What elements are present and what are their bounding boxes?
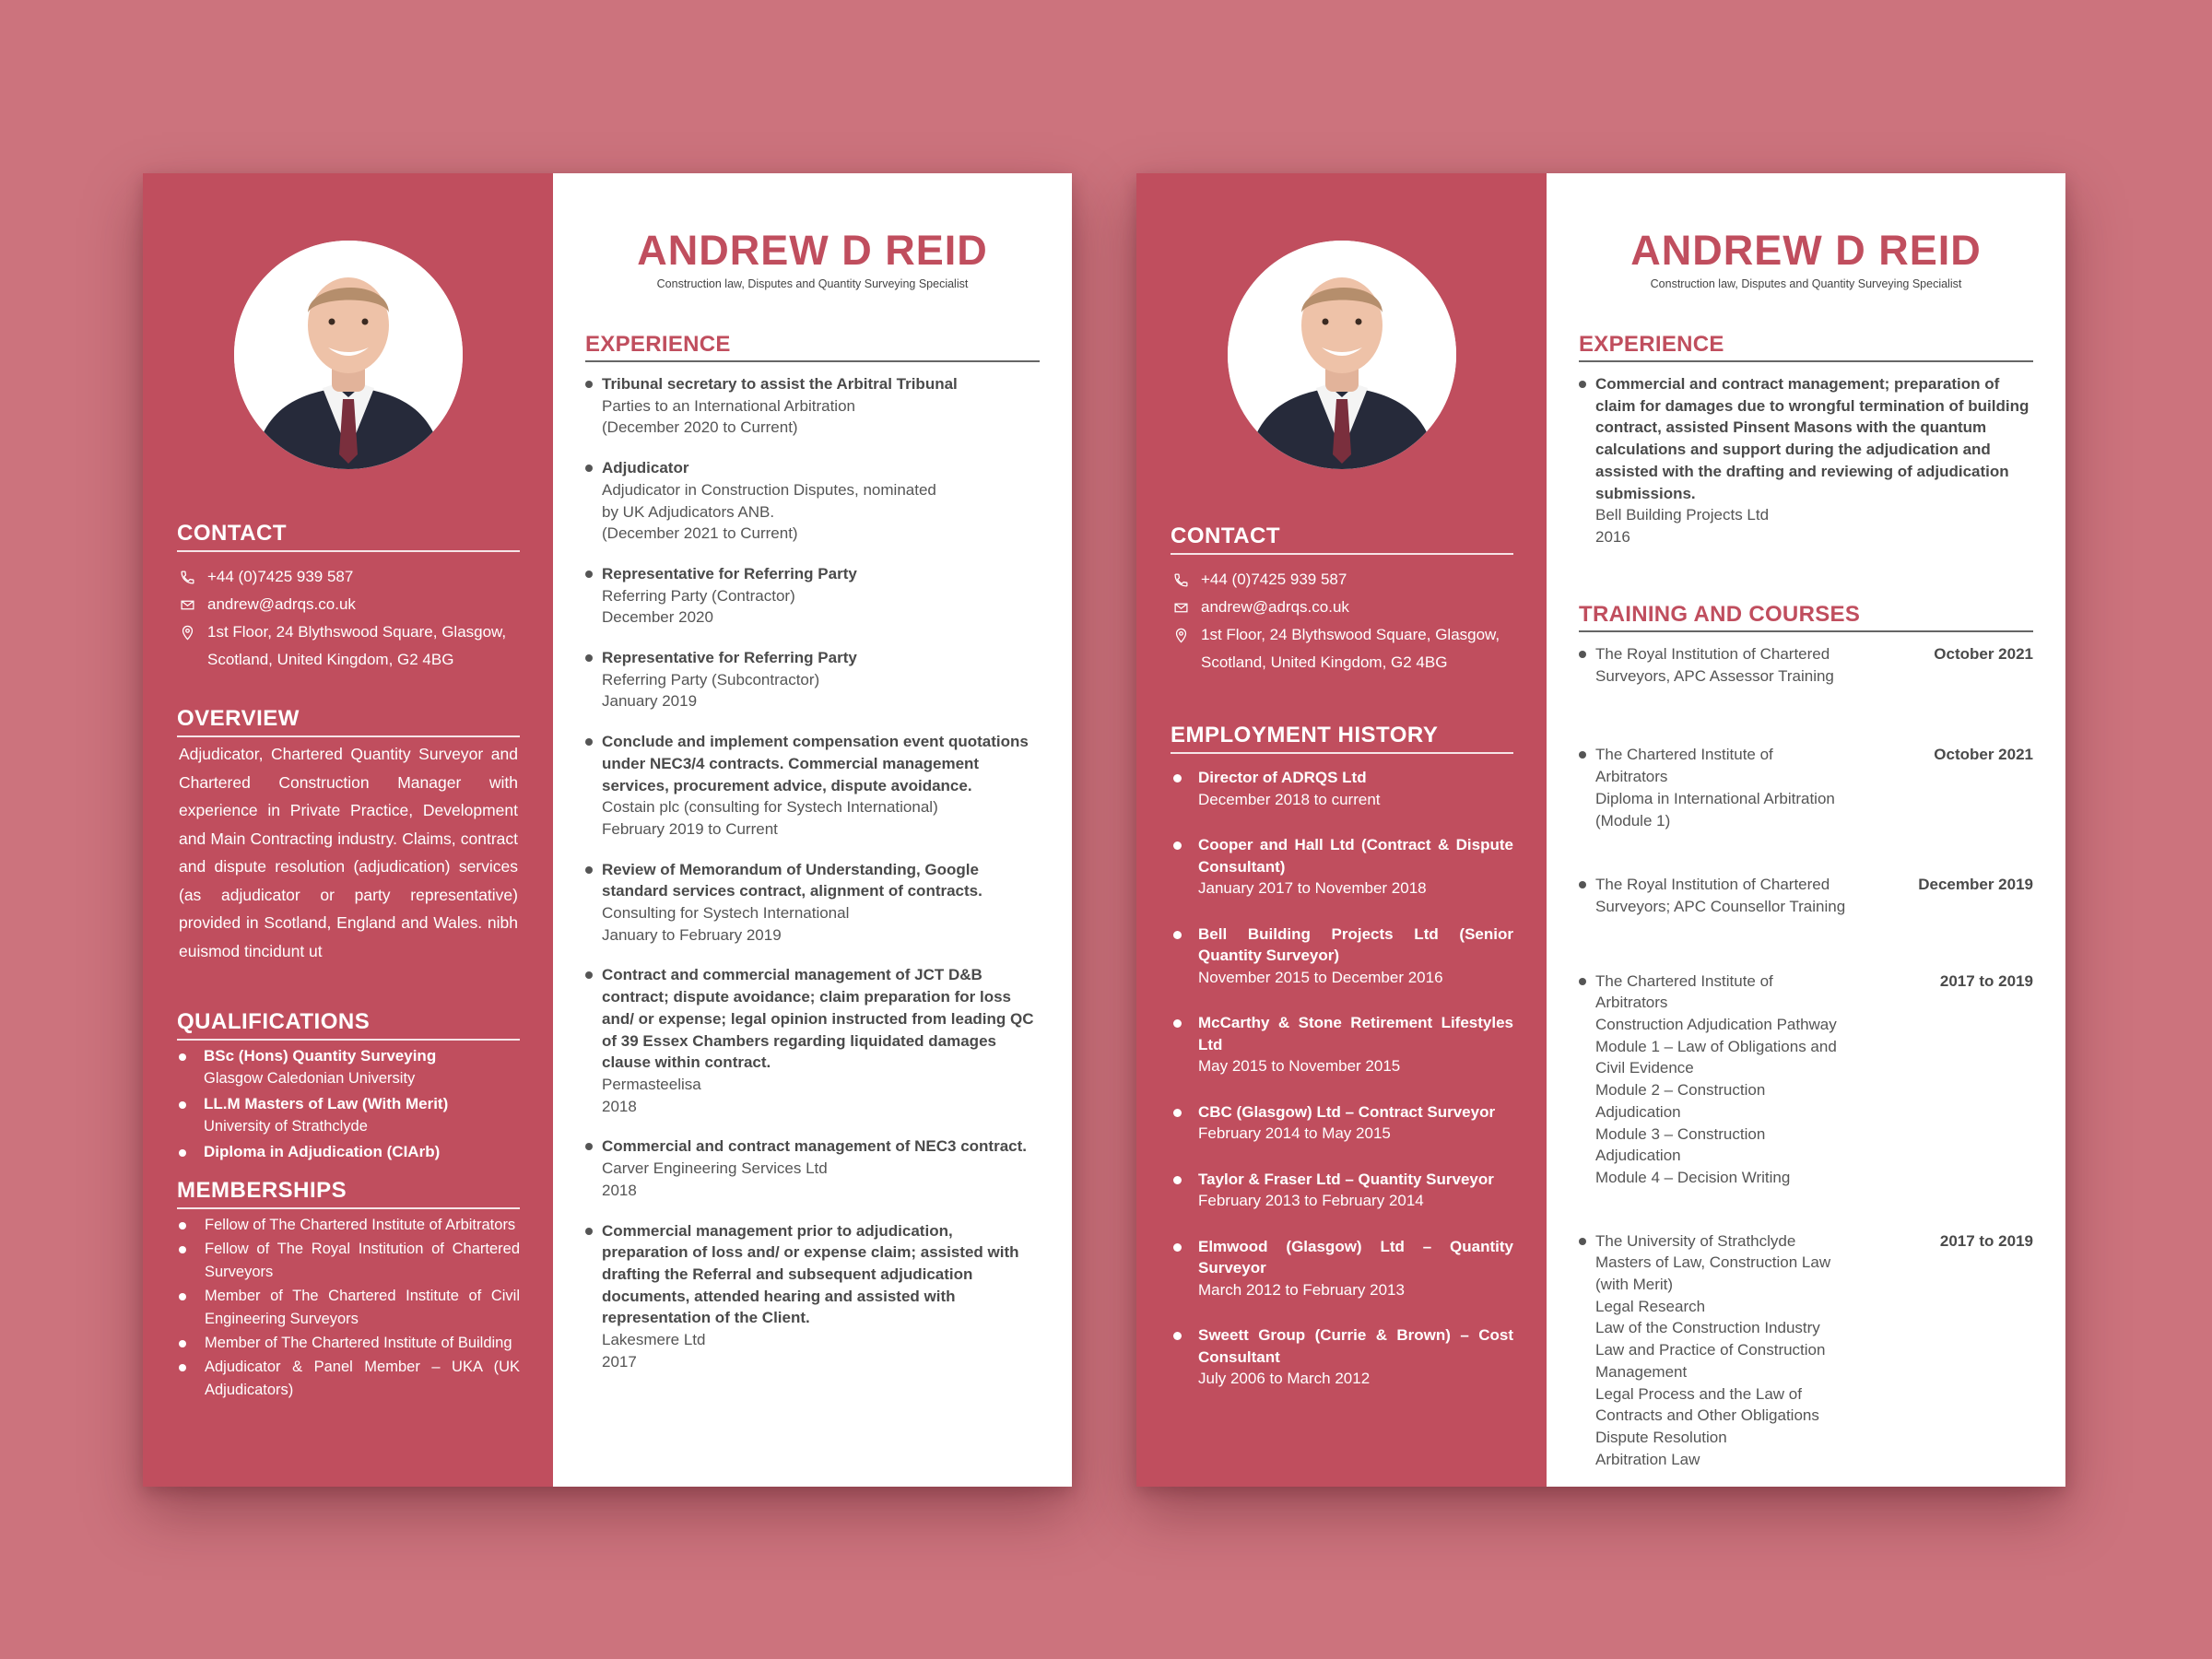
list-item — [1579, 1230, 2033, 1471]
contact-email-row — [1171, 594, 1513, 621]
contact-email[interactable]: andrew@adrqs.co.uk — [1201, 598, 1349, 616]
location-pin-icon — [177, 618, 197, 646]
qualification-school: University of Strathclyde — [204, 1118, 368, 1135]
list-item — [1579, 874, 2033, 917]
employment-title: McCarthy & Stone Retirement Lifestyles Ltd — [1198, 1014, 1513, 1053]
training-line: The Royal Institution of Chartered — [1595, 876, 1830, 894]
training-line: Contracts and Other Obligations — [1595, 1406, 1819, 1425]
main-column — [1547, 173, 2065, 1487]
training-line: The Royal Institution of Chartered — [1595, 645, 1830, 663]
list-item — [1171, 1324, 1513, 1390]
resume-name: ANDREW D REID — [1630, 227, 1982, 274]
list-item: Member of The Chartered Institute of Civil Engineering Surveyors — [177, 1285, 520, 1331]
list-item — [585, 859, 1040, 947]
list-item — [1579, 744, 2033, 831]
training-line: Arbitration Law — [1595, 1450, 1700, 1468]
experience-detail: January 2019 — [602, 692, 698, 711]
list-item: Adjudicator & Panel Member – UKA (UK Adjudicators) — [177, 1356, 520, 1402]
employment-section — [1171, 723, 1513, 1414]
list-item — [585, 731, 1040, 841]
training-line: Civil Evidence — [1595, 1059, 1694, 1077]
qualifications-list — [177, 1045, 520, 1163]
experience-detail: 2016 — [1595, 527, 1630, 546]
experience-detail: 2018 — [602, 1097, 637, 1115]
training-line: The Chartered Institute of — [1595, 971, 1773, 990]
mail-icon — [1171, 594, 1191, 621]
overview-text: Adjudicator, Chartered Quantity Surveyor and Chartered Construction Manager with experience in Private Practice, Development and Main Contracting industry. Claims, contract and dispute resolution (adjudication) services (as adjudicator or party representative) provided in Scotland, England and Wales. nibh euismod tincidunt ut — [179, 745, 518, 960]
experience-title: Review of Memorandum of Understanding, Google standard services contract, alignment of contracts. — [602, 860, 982, 900]
contact-address: 1st Floor, 24 Blythswood Square, Glasgow, Scotland, United Kingdom, G2 4BG — [1201, 626, 1500, 671]
contact-heading: CONTACT — [1171, 524, 1513, 555]
resume-subtitle: Construction law, Disputes and Quantity Surveying Specialist — [1650, 277, 1962, 290]
experience-detail: Lakesmere Ltd — [602, 1331, 706, 1349]
qualification-degree: Diploma in Adjudication (CIArb) — [204, 1143, 441, 1160]
mail-icon — [177, 591, 197, 618]
training-line: Arbitrators — [1595, 994, 1668, 1012]
employment-period: July 2006 to March 2012 — [1198, 1370, 1371, 1387]
training-line: Law of the Construction Industry — [1595, 1319, 1820, 1337]
training-line: Adjudication — [1595, 1102, 1681, 1121]
experience-title: Tribunal secretary to assist the Arbitral Tribunal — [602, 375, 958, 393]
list-item — [1579, 971, 2033, 1189]
training-line: Legal Process and the Law of — [1595, 1384, 1802, 1403]
training-line: Surveyors; APC Counsellor Training — [1595, 897, 1846, 915]
employment-period: December 2018 to current — [1198, 790, 1381, 808]
contact-address-row — [177, 618, 520, 674]
contact-address: 1st Floor, 24 Blythswood Square, Glasgow, Scotland, United Kingdom, G2 4BG — [207, 623, 507, 668]
sidebar — [143, 173, 553, 1487]
list-item — [1171, 1012, 1513, 1077]
resume-page-1 — [143, 173, 1072, 1487]
training-line: Module 2 – Construction — [1595, 1081, 1766, 1100]
experience-list — [585, 373, 1040, 1372]
experience-detail: Adjudicator in Construction Disputes, nominated — [602, 480, 936, 499]
resume-name: ANDREW D REID — [637, 227, 988, 274]
training-date: 2017 to 2019 — [1939, 971, 2033, 990]
experience-detail: January to February 2019 — [602, 925, 782, 944]
sidebar — [1136, 173, 1547, 1487]
list-item — [585, 457, 1040, 545]
experience-detail: December 2020 — [602, 608, 713, 627]
phone-icon — [177, 563, 197, 591]
contact-email-row — [177, 591, 520, 618]
qualification-degree: LL.M Masters of Law (With Merit) — [204, 1095, 449, 1112]
list-item: Fellow of The Royal Institution of Chartered Surveyors — [177, 1238, 520, 1284]
list-item — [585, 964, 1040, 1117]
list-item — [1579, 373, 2033, 548]
training-line: Legal Research — [1595, 1297, 1706, 1315]
experience-title: Conclude and implement compensation event quotations under NEC3/4 contracts. Commercial management services, procurement advice, dispute avoidance. — [602, 733, 1029, 794]
training-line: Adjudication — [1595, 1147, 1681, 1165]
list-item — [177, 1045, 520, 1089]
experience-title: Commercial and contract management; preparation of claim for damages due to wrongful termination of building contract, assisted Pinsent Masons with the quantum calculations and support during the adjudication and assisted with the drafting and reviewing of adjudication submissions. — [1595, 375, 2030, 502]
training-section — [1579, 602, 2033, 1470]
experience-detail: 2017 — [602, 1352, 637, 1371]
experience-detail: Referring Party (Subcontractor) — [602, 670, 820, 688]
experience-title: Adjudicator — [602, 459, 689, 477]
list-item: Fellow of The Chartered Institute of Arbitrators — [177, 1214, 520, 1237]
training-line: Arbitrators — [1595, 768, 1668, 786]
resume-page-2 — [1136, 173, 2065, 1487]
phone-icon — [1171, 566, 1191, 594]
resume-subtitle: Construction law, Disputes and Quantity Surveying Specialist — [656, 277, 969, 290]
overview-heading: OVERVIEW — [177, 706, 520, 737]
qualification-degree: BSc (Hons) Quantity Surveying — [204, 1047, 437, 1065]
list-item — [585, 563, 1040, 629]
list-item — [1171, 1169, 1513, 1212]
training-line: Masters of Law, Construction Law — [1595, 1253, 1831, 1272]
profile-photo — [234, 241, 463, 469]
training-line: Module 4 – Decision Writing — [1595, 1168, 1791, 1186]
experience-detail: Carver Engineering Services Ltd — [602, 1159, 828, 1178]
employment-period: February 2013 to February 2014 — [1198, 1192, 1424, 1209]
overview-section — [177, 706, 520, 965]
training-date: October 2021 — [1934, 645, 2033, 663]
profile-photo — [1228, 241, 1456, 469]
training-line: The University of Strathclyde — [1595, 1231, 1796, 1250]
employment-period: May 2015 to November 2015 — [1198, 1057, 1401, 1075]
employment-period: March 2012 to February 2013 — [1198, 1280, 1405, 1299]
qualification-school: Glasgow Caledonian University — [204, 1070, 416, 1087]
training-line: Diploma in International Arbitration — [1595, 789, 1835, 807]
list-item — [585, 373, 1040, 439]
contact-section — [177, 521, 520, 674]
training-line: Dispute Resolution — [1595, 1428, 1727, 1446]
employment-heading: EMPLOYMENT HISTORY — [1171, 723, 1513, 754]
employment-period: November 2015 to December 2016 — [1198, 968, 1443, 986]
employment-title: Sweett Group (Currie & Brown) – Cost Consultant — [1198, 1326, 1513, 1366]
experience-title: Representative for Referring Party — [602, 649, 857, 667]
experience-title: Commercial management prior to adjudication, preparation of loss and/ or expense claim; assisted with drafting the Referral and subsequent adjudication documents, attended hearing and assisted with representation of the Client. — [602, 1221, 1019, 1327]
employment-period: January 2017 to November 2018 — [1198, 879, 1427, 897]
employment-title: Cooper and Hall Ltd (Contract & Dispute Consultant) — [1198, 836, 1513, 876]
list-item — [1579, 643, 2033, 687]
list-item — [585, 1220, 1040, 1373]
list-item — [585, 647, 1040, 712]
training-line: Module 1 – Law of Obligations and — [1595, 1037, 1837, 1055]
training-line: Construction Adjudication Pathway — [1595, 1016, 1837, 1034]
list-item — [1171, 924, 1513, 989]
list-item — [177, 1141, 520, 1163]
experience-detail: Consulting for Systech International — [602, 904, 850, 923]
list-item — [1171, 767, 1513, 810]
contact-phone[interactable]: +44 (0)7425 939 587 — [1201, 571, 1347, 588]
employment-title: Elmwood (Glasgow) Ltd – Quantity Surveyor — [1198, 1237, 1513, 1277]
training-date: 2017 to 2019 — [1939, 1231, 2033, 1250]
training-heading: TRAINING AND COURSES — [1579, 602, 2033, 632]
training-line: Module 3 – Construction — [1595, 1124, 1766, 1143]
training-line: The Chartered Institute of — [1595, 746, 1773, 764]
employment-title: Director of ADRQS Ltd — [1198, 769, 1367, 786]
list-item — [177, 1093, 520, 1137]
training-date: December 2019 — [1918, 876, 2033, 894]
experience-title: Representative for Referring Party — [602, 564, 857, 582]
experience-detail: Permasteelisa — [602, 1075, 701, 1093]
contact-address-row — [1171, 621, 1513, 677]
experience-detail: 2018 — [602, 1181, 637, 1199]
contact-phone-row — [177, 563, 520, 591]
experience-detail: (December 2021 to Current) — [602, 524, 798, 543]
experience-detail: (December 2020 to Current) — [602, 418, 798, 437]
list-item — [585, 1135, 1040, 1201]
location-pin-icon — [1171, 621, 1191, 649]
training-line: Law and Practice of Construction — [1595, 1341, 1826, 1359]
experience-heading: EXPERIENCE — [585, 332, 1040, 362]
list-item — [1171, 1101, 1513, 1145]
experience-title: Contract and commercial management of JCT D&B contract; dispute avoidance; claim preparation for loss and/ or expense; legal opinion instructed from leading QC of 39 Essex Chambers regarding liquidated damages clause within contract. — [602, 966, 1034, 1072]
employment-list — [1171, 767, 1513, 1390]
list-item — [1171, 1236, 1513, 1301]
training-line: Management — [1595, 1362, 1688, 1381]
contact-phone-row — [1171, 566, 1513, 594]
qualifications-section — [177, 1009, 520, 1167]
experience-title: Commercial and contract management of NEC3 contract. — [602, 1137, 1028, 1156]
contact-email[interactable]: andrew@adrqs.co.uk — [207, 595, 356, 613]
employment-title: CBC (Glasgow) Ltd – Contract Surveyor — [1198, 1102, 1496, 1121]
training-line: (with Merit) — [1595, 1276, 1674, 1294]
training-line: (Module 1) — [1595, 811, 1671, 830]
memberships-heading: MEMBERSHIPS — [177, 1178, 520, 1209]
qualifications-heading: QUALIFICATIONS — [177, 1009, 520, 1041]
list-item: Member of The Chartered Institute of Building — [177, 1332, 520, 1355]
memberships-list — [177, 1214, 520, 1402]
experience-detail: by UK Adjudicators ANB. — [602, 502, 775, 521]
profile-photo-illustration — [234, 241, 463, 469]
experience-detail: Costain plc (consulting for Systech International) — [602, 798, 938, 817]
experience-heading: EXPERIENCE — [1579, 332, 2033, 362]
experience-section — [585, 332, 1040, 1391]
contact-phone[interactable]: +44 (0)7425 939 587 — [207, 568, 354, 585]
experience-detail: Bell Building Projects Ltd — [1595, 506, 1770, 524]
contact-section — [1171, 524, 1513, 677]
experience-detail: Parties to an International Arbitration — [602, 396, 855, 415]
experience-list — [1579, 373, 2033, 548]
main-column — [553, 173, 1072, 1487]
experience-detail: February 2019 to Current — [602, 819, 778, 838]
memberships-section — [177, 1178, 520, 1403]
employment-period: February 2014 to May 2015 — [1198, 1124, 1391, 1142]
contact-heading: CONTACT — [177, 521, 520, 552]
profile-photo-illustration — [1228, 241, 1456, 469]
experience-section — [1579, 332, 2033, 567]
employment-title: Taylor & Fraser Ltd – Quantity Surveyor — [1198, 1170, 1494, 1188]
list-item — [1171, 834, 1513, 900]
employment-title: Bell Building Projects Ltd (Senior Quantity Surveyor) — [1198, 924, 1513, 964]
experience-detail: Referring Party (Contractor) — [602, 586, 795, 605]
training-line: Surveyors, APC Assessor Training — [1595, 666, 1834, 685]
training-date: October 2021 — [1934, 746, 2033, 764]
training-list — [1579, 643, 2033, 1470]
